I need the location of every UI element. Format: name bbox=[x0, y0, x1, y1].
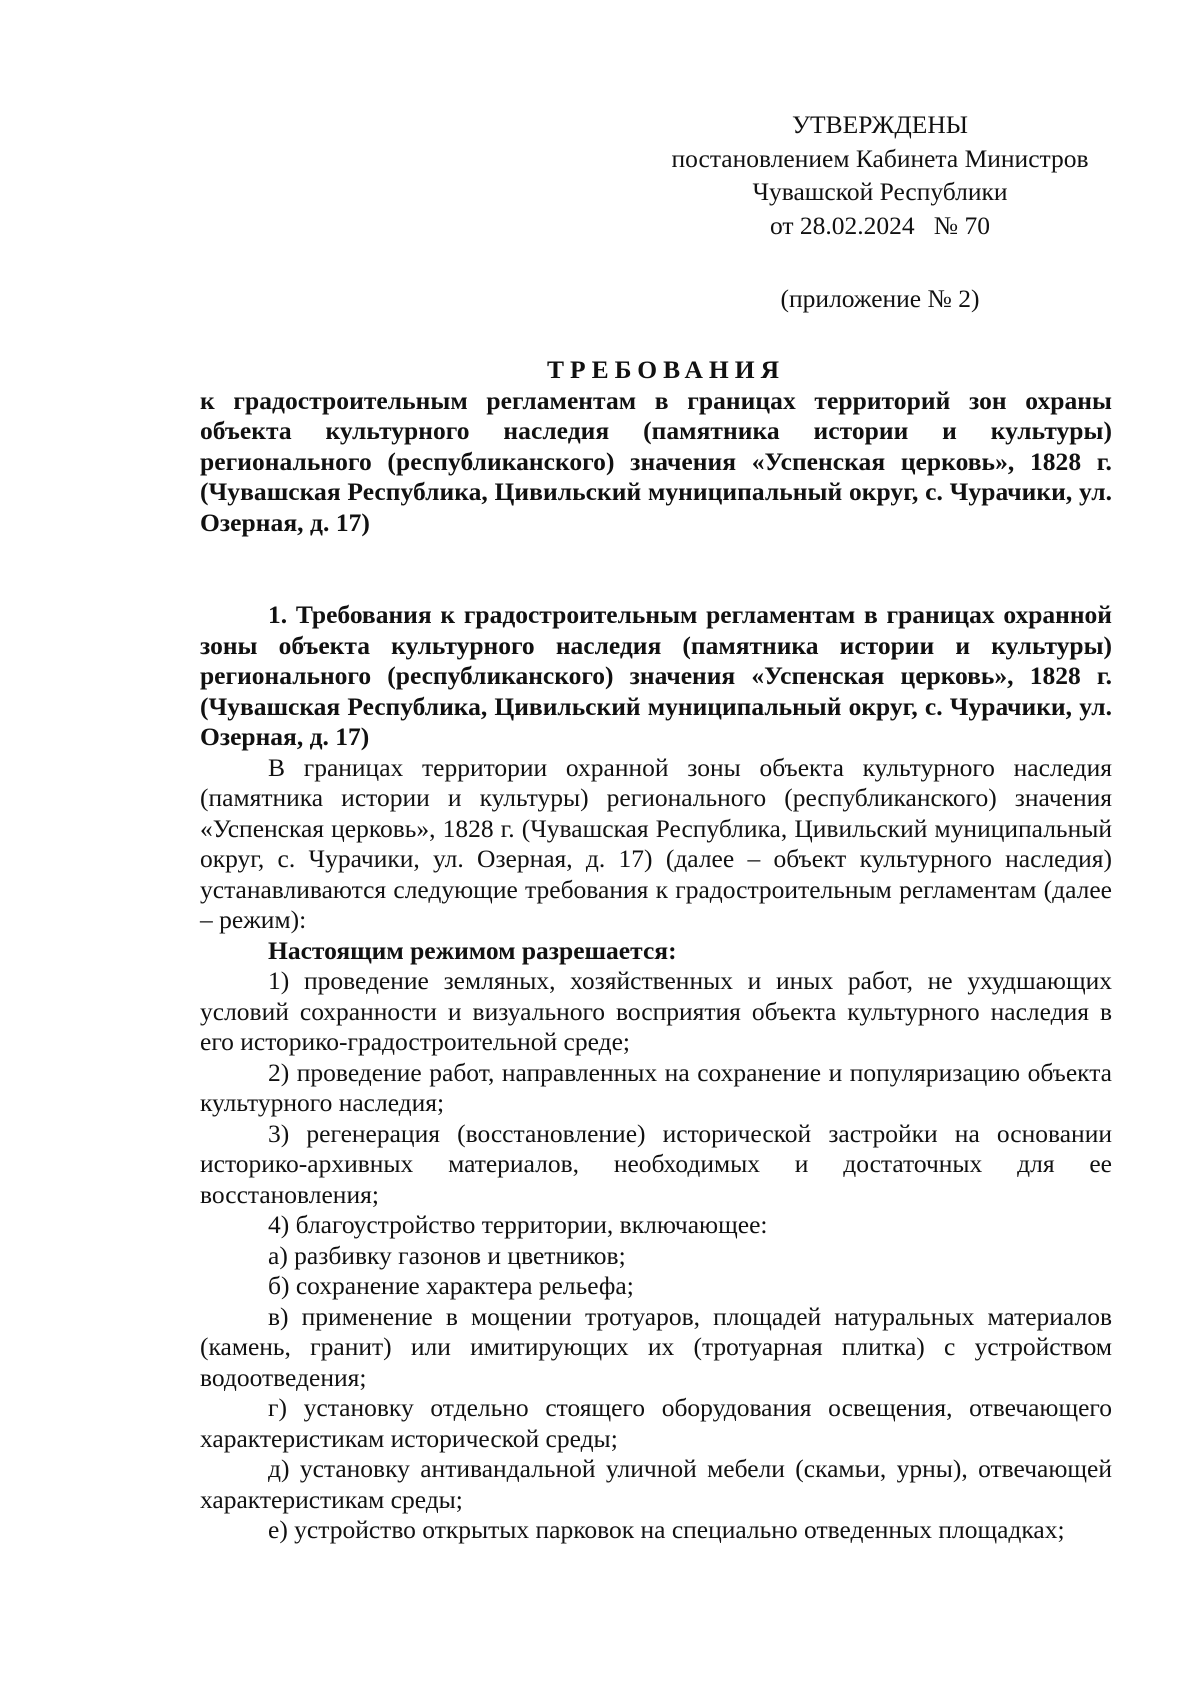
approval-title: УТВЕРЖДЕНЫ bbox=[792, 110, 968, 139]
list-item: 3) регенерация (восстановление) исторической застройки на основании историко-архивных материалов, необходимых и достаточных для ее восстановления; bbox=[200, 1118, 1112, 1209]
section-1-intro: В границах территории охранной зоны объекта культурного наследия (памятника истории и культуры) регионального (республиканского) значения «Успенская церковь», 1828 г. (Чувашская Республика, Цивильский муниципальный округ, с. Чурачики, ул. Озерная, д. 17) (далее – объект культурного наследия) устанавливаются следующие требования к градостроительным регламентам (далее – режим): bbox=[200, 752, 1112, 934]
document-title: ТРЕБОВАНИЯ bbox=[546, 355, 785, 384]
document-subtitle: к градостроительным регламентам в границах территорий зон охраны объекта культурного наследия (памятника истории и культуры) регионального (республиканского) значения «Успенская церковь», 1828 г. (Чувашская Республика, Цивильский муниципальный округ, с. Чурачики, ул. Озерная, д. 17) bbox=[200, 385, 1112, 537]
allowed-heading: Настоящим режимом разрешается: bbox=[268, 935, 677, 965]
annex-label: (приложение № 2) bbox=[780, 284, 980, 313]
approval-block bbox=[600, 108, 1160, 316]
list-item: д) установку антивандальной уличной мебели (скамьи, урны), отвечающей характеристикам среды; bbox=[200, 1454, 1112, 1514]
list-item: е) устройство открытых парковок на специально отведенных площадках; bbox=[268, 1515, 1065, 1544]
approval-issuer: постановлением Кабинета Министров bbox=[671, 143, 1089, 173]
list-item: г) установку отдельно стоящего оборудования освещения, отвечающего характеристикам исторической среды; bbox=[200, 1393, 1112, 1453]
list-item: 1) проведение земляных, хозяйственных и иных работ, не ухудшающих условий сохранности и визуального восприятия объекта культурного наследия в его историко-градостроительной среде; bbox=[200, 966, 1112, 1056]
list-item: в) применение в мощении тротуаров, площадей натуральных материалов (камень, гранит) или имитирующих их (тротуарная плитка) с устройством водоотведения; bbox=[200, 1301, 1112, 1392]
list-item: 4) благоустройство территории, включающее: bbox=[268, 1210, 768, 1239]
document-body bbox=[200, 355, 1112, 1546]
approval-republic: Чувашской Республики bbox=[752, 177, 1008, 206]
section-1-heading: 1. Требования к градостроительным регламентам в границах охранной зоны объекта культурного наследия (памятника истории и культуры) регионального (республиканского) значения «Успенская церковь», 1828 г. (Чувашская Республика, Цивильский муниципальный округ, с. Чурачики, ул. Озерная, д. 17) bbox=[200, 600, 1112, 751]
approval-date-number: от 28.02.2024 № 70 bbox=[769, 210, 990, 240]
list-item: 2) проведение работ, направленных на сохранение и популяризацию объекта культурного наследия; bbox=[200, 1057, 1112, 1117]
list-item: а) разбивку газонов и цветников; bbox=[268, 1240, 626, 1270]
list-item: б) сохранение характера рельефа; bbox=[268, 1271, 634, 1300]
